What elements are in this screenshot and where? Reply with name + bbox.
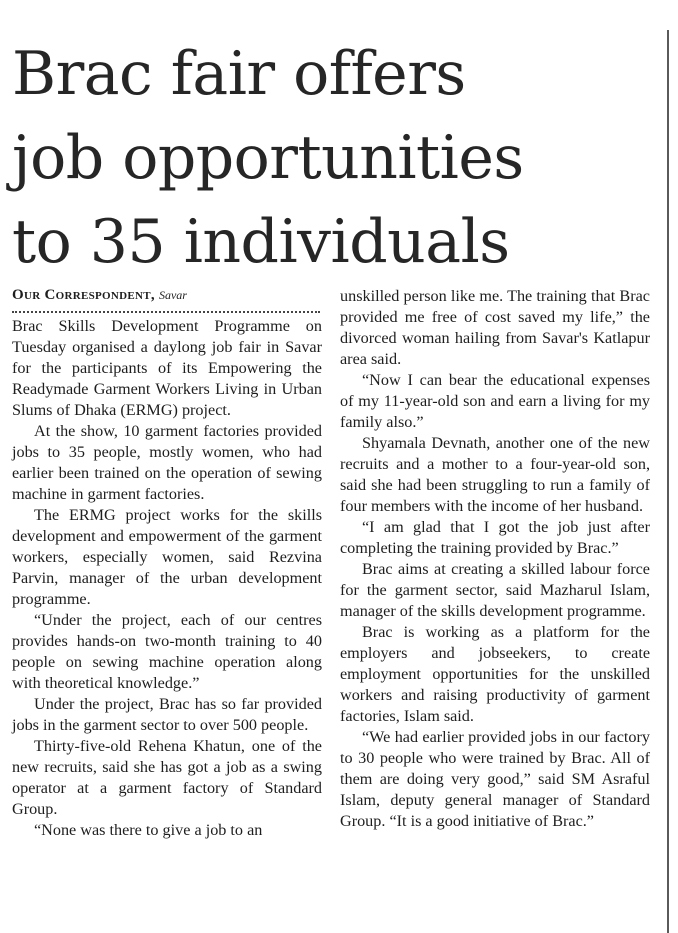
paragraph-1: Brac Skills Development Programme on Tuesday organised a daylong job fair in Savar for the participants of its Empowering the Readymade Garment Workers Living in Urban Slums of Dhaka (ERMG) project.	[12, 317, 322, 419]
article-column-right	[340, 286, 650, 832]
byline	[12, 286, 322, 304]
paragraph-12: Brac is working as a platform for the employers and jobseekers, to create employment opportunities for the unskilled workers and raising productivity of garment factories, Islam said.	[340, 623, 650, 725]
paragraph-5: Under the project, Brac has so far provided jobs in the garment sector to over 500 people.	[12, 695, 322, 734]
paragraph-8: “Now I can bear the educational expenses of my 11-year-old son and earn a living for my family also.”	[340, 371, 650, 431]
headline	[12, 32, 662, 284]
paragraph-7: “None was there to give a job to an	[34, 821, 263, 839]
paragraph-7-continued: unskilled person like me. The training that Brac provided me free of cost saved my life,” the divorced woman hailing from Savar's Katlapur area said.	[340, 287, 650, 368]
paragraph-10: “I am glad that I got the job just after completing the training provided by Brac.”	[340, 518, 650, 557]
article-column-left	[12, 286, 322, 841]
byline-place: Savar	[158, 288, 187, 302]
headline-line-1: Brac fair offers	[12, 39, 466, 109]
paragraph-4: “Under the project, each of our centres provides hands-on two-month training to 40 people on sewing machine operation along with theoretical knowledge.”	[12, 611, 322, 692]
paragraph-3: The ERMG project works for the skills development and empowerment of the garment workers, especially women, said Rezvina Parvin, manager of the urban development programme.	[12, 506, 322, 608]
headline-line-2: job opportunities	[12, 123, 524, 193]
paragraph-2: At the show, 10 garment factories provided jobs to 35 people, mostly women, who had earlier been trained on the operation of sewing machine in garment factories.	[12, 422, 322, 503]
headline-line-3: to 35 individuals	[12, 207, 510, 277]
paragraph-11: Brac aims at creating a skilled labour force for the garment sector, said Mazharul Islam, manager of the skills development programme.	[340, 560, 650, 620]
column-rule	[667, 30, 669, 933]
paragraph-6: Thirty-five-old Rehena Khatun, one of the new recruits, said she has got a job as a swing operator at a garment factory of Standard Group.	[12, 737, 322, 818]
paragraph-13: “We had earlier provided jobs in our factory to 30 people who were trained by Brac. All of them are doing very good,” said SM Asraful Islam, deputy general manager of Standard Group. “It is a good initiative of Brac.”	[340, 728, 650, 830]
byline-name: Our Correspondent,	[12, 287, 155, 303]
paragraph-9: Shyamala Devnath, another one of the new recruits and a mother to a four-year-old son, said she had been struggling to run a family of four members with the income of her husband.	[340, 434, 650, 515]
byline-divider	[12, 311, 320, 313]
